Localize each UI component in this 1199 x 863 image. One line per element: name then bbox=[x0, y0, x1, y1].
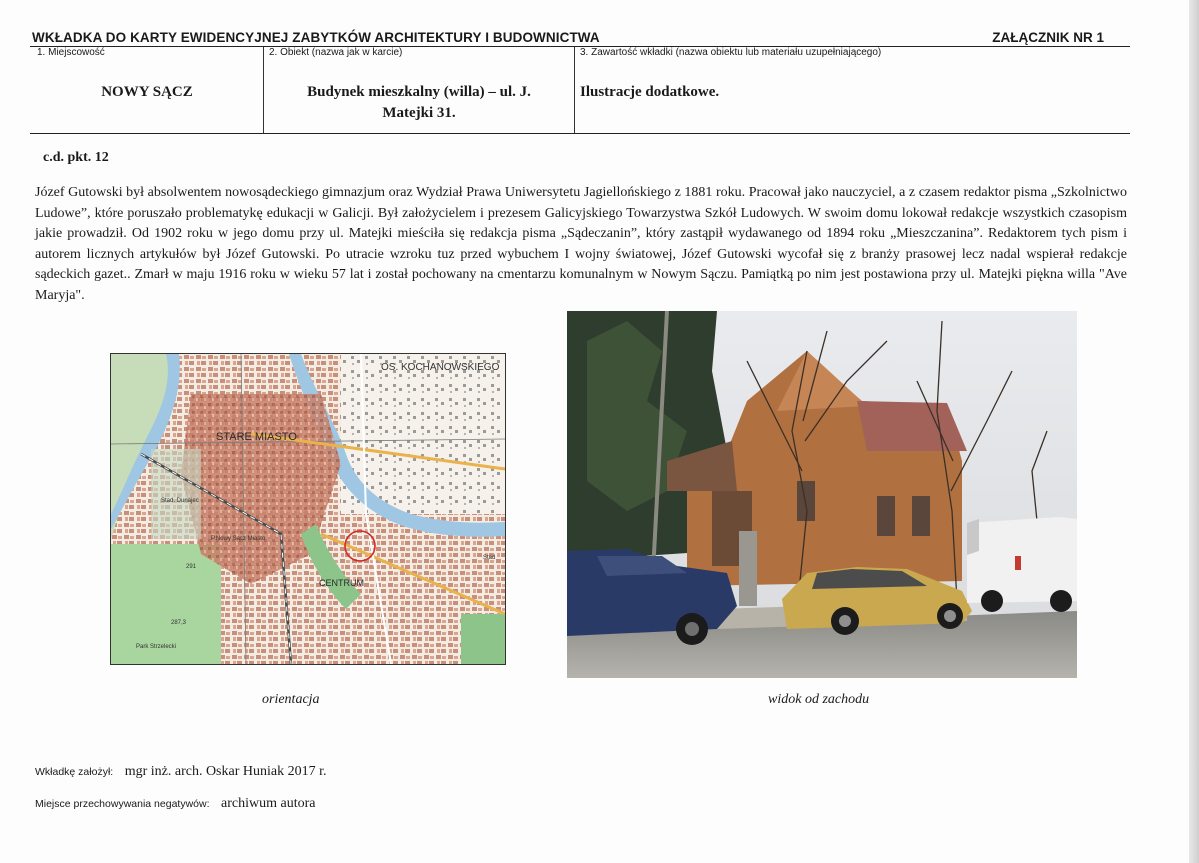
field-divider-2 bbox=[574, 47, 575, 133]
field-divider-1 bbox=[263, 47, 264, 133]
object-value-line1: Budynek mieszkalny (willa) – ul. J. bbox=[307, 84, 531, 100]
map-label-old-town: STARE MIASTO bbox=[216, 431, 297, 443]
map-graphic bbox=[111, 354, 505, 664]
document-title: WKŁADKA DO KARTY EWIDENCYJNEJ ZABYTKÓW ARCHITEKTURY I BUDOWNICTWA bbox=[32, 30, 600, 45]
map-label-centre: CENTRUM bbox=[319, 578, 364, 588]
annex-label: ZAŁĄCZNIK NR 1 bbox=[992, 30, 1104, 45]
storage-value: archiwum autora bbox=[221, 796, 316, 811]
orientation-map bbox=[110, 353, 506, 665]
map-label-elev1: 287,3 bbox=[171, 620, 187, 626]
contents-label: 3. Zawartość wkładki (nazwa obiektu lub materiału uzupełniającego) bbox=[580, 47, 882, 58]
fields-bottom-rule bbox=[30, 133, 1130, 134]
map-label-street: P.Nowy Sącz Miasto bbox=[211, 536, 266, 542]
continuation-label: c.d. pkt. 12 bbox=[43, 150, 109, 165]
object-value bbox=[265, 82, 573, 124]
photo-graphic bbox=[567, 311, 1077, 678]
locality-label: 1. Miejscowość bbox=[37, 47, 105, 58]
object-value-line2: Matejki 31. bbox=[382, 105, 456, 121]
locality-value: NOWY SĄCZ bbox=[101, 84, 193, 100]
contents-value: Ilustracje dodatkowe. bbox=[580, 84, 720, 100]
map-label-park: Park Strzelecki bbox=[136, 644, 177, 650]
author-label: Wkładkę założył: bbox=[35, 766, 114, 778]
storage-line bbox=[35, 796, 315, 812]
author-line bbox=[35, 764, 327, 780]
photo-caption: widok od zachodu bbox=[768, 692, 870, 707]
villa-photo bbox=[567, 311, 1077, 678]
object-label: 2. Obiekt (nazwa jak w karcie) bbox=[269, 47, 403, 58]
storage-label: Miejsce przechowywania negatywów: bbox=[35, 798, 210, 810]
map-label-north: OS. KOCHANOWSKIEGO bbox=[381, 362, 500, 373]
body-paragraph: Józef Gutowski był absolwentem nowosądeckiego gimnazjum oraz Wydział Prawa Uniwersytetu Jagiellońskiego z 1881 roku. Pracował jako nauczyciel, a z czasem redaktor pisma „Szkolnictwo Ludowe”, które poruszało problematykę edukacji w Galicji. Był założycielem i prezesem Galicyjskiego Towarzystwa Szkół Ludowych. W swoim domu lokował redakcje wszystkich czasopism jakie prowadził. Od 1902 roku w jego domu przy ul. Matejki mieściła się redakcja pisma „Sądeczanin”, który zastąpił wydawanego od 1894 roku „Mieszczanina”. Redaktorem tych pism i autorem licznych artykułów był Józef Gutowski. Po utracie wzroku tuz przed wybuchem I wojny światowej, Józef Gutowski wycofał się z branży prasowej lecz nadal wspierał redakcje sądeckich gazet.. Zmarł w maju 1916 roku w wieku 57 lat i został pochowany na cmentarzu komunalnym w Nowym Sączu. Pamiątką po nim jest postawiona przy ul. Matejki piękna willa "Ave Maryja". bbox=[35, 185, 1127, 303]
map-label-elev2: 291 bbox=[186, 564, 197, 570]
map-label-stad2: Stad bbox=[483, 555, 496, 561]
author-value: mgr inż. arch. Oskar Huniak 2017 r. bbox=[124, 764, 327, 779]
scan-edge-shadow bbox=[1189, 0, 1199, 863]
map-label-stadium: Stad. Dunajec bbox=[161, 498, 199, 504]
map-caption: orientacja bbox=[262, 692, 320, 707]
